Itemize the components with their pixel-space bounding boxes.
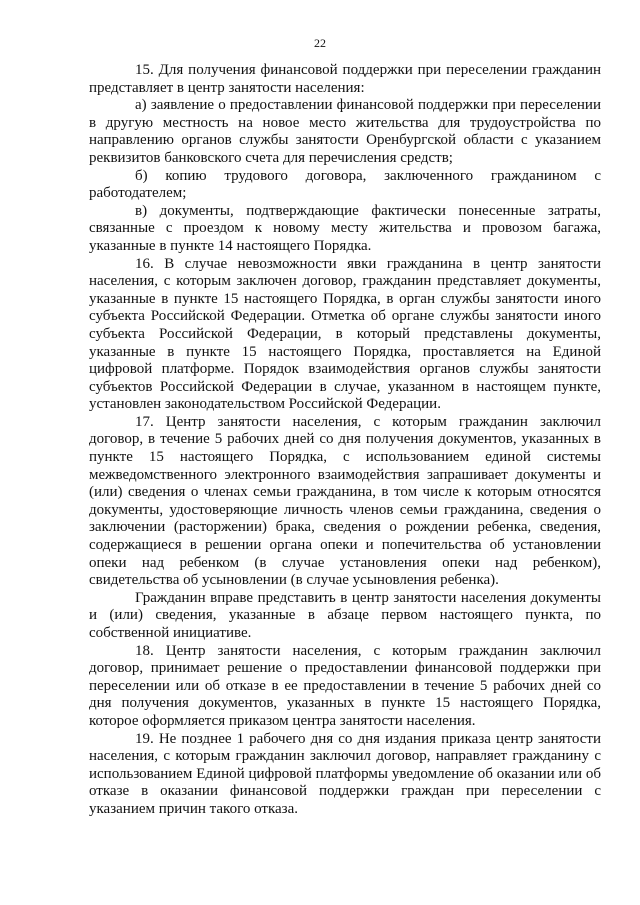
paragraph-15: 15. Для получения финансовой поддержки при переселении гражданин представляет в центр занятости населения: — [89, 62, 601, 96]
paragraph-15-b: б) копию трудового договора, заключенного гражданином с работодателем; — [89, 167, 601, 202]
paragraph-15-v: в) документы, подтверждающие фактически понесенные затраты, связанные с проездом к новому месту жительства и провозом багажа, указанные в пункте 14 настоящего Порядка. — [89, 202, 601, 254]
paragraph-17: 17. Центр занятости населения, с которым гражданин заключил договор, в течение 5 рабочих дней со дня получения документов, указанных в пункте 15 настоящего Порядка, с использованием единой системы межведомственного электронного взаимодействия запрашивает документы и (или) сведения о членах семьи гражданина, в том числе к которым относятся документы, удостоверяющие личность членов семьи гражданина, сведения о заключении (расторжении) брака, сведения о рождении ребенка, сведения, содержащиеся в решении органа опеки и попечительства об установлении опеки над ребенком (в случае установления опеки над ребенком), свидетельства об усыновлении (в случае усыновления ребенка). — [89, 413, 601, 589]
paragraph-17-abzac-2: Гражданин вправе представить в центр занятости населения документы и (или) сведения, указанные в абзаце первом настоящего пункта, по собственной инициативе. — [89, 589, 601, 641]
paragraph-18: 18. Центр занятости населения, с которым гражданин заключил договор, принимает решение о предоставлении финансовой поддержки при переселении или об отказе в ее предоставлении в течение 5 рабочих дней со дня получения документов, указанных в пункте 15 настоящего Порядка, которое оформляется приказом центра занятости населения. — [89, 642, 601, 729]
paragraph-16: 16. В случае невозможности явки гражданина в центр занятости населения, с которым заключен договор, гражданин представляет документы, указанные в пункте 15 настоящего Порядка, в орган службы занятости иного субъекта Российской Федерации. Отметка об органе службы занятости иного субъекта Российской Федерации, в который представлены документы, указанные в пункте 15 настоящего Порядка, проставляется на Единой цифровой платформе. Порядок взаимодействия органов службы занятости субъектов Российской Федерации в случае, указанном в настоящем пункте, установлен законодательством Российской Федерации. — [89, 255, 601, 413]
document-body — [89, 62, 601, 819]
paragraph-19: 19. Не позднее 1 рабочего дня со дня издания приказа центр занятости населения, с которым гражданин заключил договор, направляет гражданину с использованием Единой цифровой платформы уведомление об оказании или об отказе в оказании финансовой поддержки граждан при переселении с указанием причин такого отказа. — [89, 730, 601, 817]
page-number: 22 — [314, 36, 326, 50]
paragraph-15-a: а) заявление о предоставлении финансовой поддержки при переселении в другую местность на новое место жительства для трудоустройства по направлению органов службы занятости Оренбургской области с указанием реквизитов банковского счета для перечисления средств; — [89, 97, 601, 166]
